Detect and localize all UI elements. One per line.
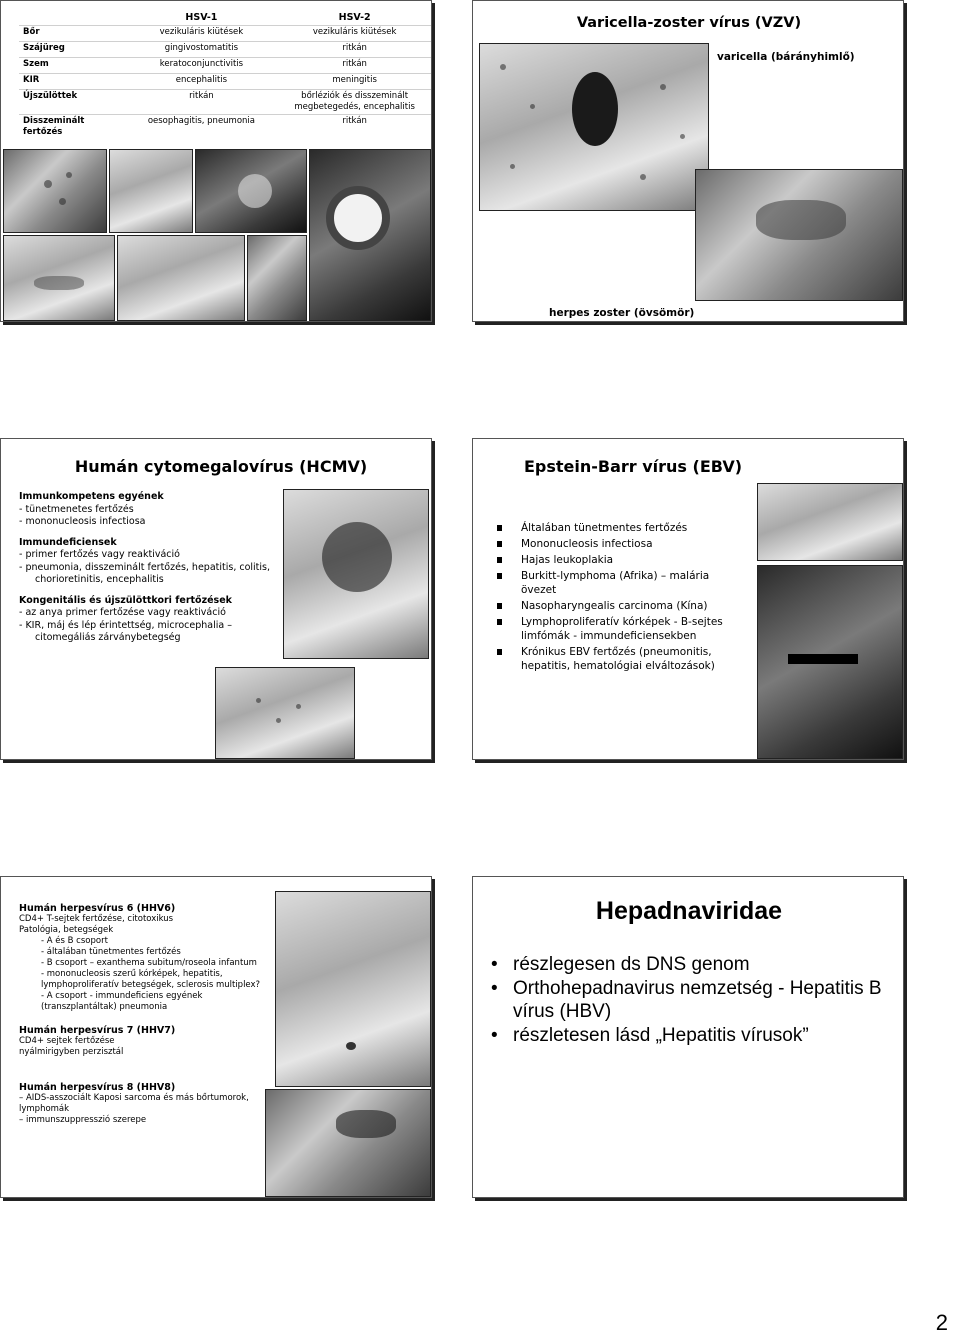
hhv6-line: CD4+ T-sejtek fertőzése, citotoxikus — [19, 914, 174, 924]
section-heading: Kongenitális és újszülöttkori fertőzések — [19, 594, 232, 606]
list-item: Lymphoproliferatív kórképek - B-sejtes limfómák - immundeficiensekben — [497, 615, 747, 643]
cell-hsv2: ritkán — [342, 116, 367, 126]
hhv6-line: Patológia, betegségek — [19, 925, 114, 935]
slide-title: Hepadnaviridae — [595, 897, 783, 925]
cell-hsv2: bőrléziók és disszeminált megbetegedés, encephalitis — [294, 91, 415, 112]
ebv-list — [497, 521, 747, 675]
list-item: - pneumonia, disszeminált fertőzés, hepatitis, colitis, chorioretinitis, encephalitis — [19, 561, 271, 585]
table-header-hsv2: HSV-2 — [338, 12, 371, 23]
section-heading: Immundeficiensek — [19, 536, 117, 548]
clinical-photo-lips — [3, 235, 115, 321]
list-item: Hajas leukoplakia — [497, 553, 747, 567]
clinical-photo-tongue — [109, 149, 193, 233]
table-row — [19, 90, 431, 115]
slide-hsv — [0, 0, 432, 322]
slide-hhv — [0, 876, 432, 1198]
cell-hsv2: ritkán — [342, 43, 367, 53]
hhv6-line: - A csoport - immundeficiens egyének (transzplantáltak) pneumonia — [41, 991, 203, 1012]
list-item: • részletesen lásd „Hepatitis vírusok” — [487, 1024, 897, 1047]
slide-title: Humán cytomegalovírus (HCMV) — [74, 457, 368, 476]
row-label: Szem — [23, 59, 49, 69]
clinical-photo-genital-vesicles — [309, 149, 431, 321]
list-item: Krónikus EBV fertőzés (pneumonitis, hepatitis, hematológiai elváltozások) — [497, 645, 747, 673]
clinical-photo-throat — [283, 489, 429, 659]
hhv6-line: - A és B csoport — [41, 936, 108, 946]
page-number: 2 — [935, 1310, 948, 1335]
list-item: Nasopharyngealis carcinoma (Kína) — [497, 599, 747, 613]
list-item: - mononucleosis infectiosa — [19, 516, 146, 527]
slide-hepadnaviridae — [472, 876, 904, 1198]
section-heading: Immunkompetens egyének — [19, 491, 164, 502]
clinical-photo-kaposi-sarcoma — [265, 1089, 431, 1197]
hhv7-line: CD4+ sejtek fertőzése — [19, 1036, 115, 1046]
list-item: - az anya primer fertőzése vagy reaktiváció — [19, 607, 226, 618]
cell-hsv1: keratoconjunctivitis — [159, 59, 244, 69]
hhv6-line: - B csoport – exanthema subitum/roseola infantum — [41, 958, 257, 968]
slide-title: Varicella-zoster vírus (VZV) — [576, 15, 802, 31]
table-row — [19, 115, 431, 140]
hhv6-line: - általában tünetmentes fertőzés — [41, 947, 181, 957]
cell-hsv1: ritkán — [189, 91, 214, 101]
row-label: Újszülöttek — [23, 91, 78, 101]
slide-vzv — [472, 0, 904, 322]
caption-herpes-zoster: herpes zoster (övsömör) — [549, 307, 695, 319]
hhv8-line: – immunszuppresszió szerepe — [19, 1115, 147, 1125]
hepadna-list — [487, 953, 897, 1048]
row-label: KIR — [23, 75, 40, 85]
clinical-photo-skin-lesion — [3, 149, 107, 233]
clinical-photo-varicella-face — [479, 43, 709, 211]
row-label: Bőr — [23, 27, 40, 37]
row-label: Disszeminált fertőzés — [23, 116, 85, 137]
hhv8-heading: Humán herpesvírus 8 (HHV8) — [19, 1082, 176, 1093]
list-item: Általában tünetmentes fertőzés — [497, 521, 747, 535]
hsv-comparison-table — [19, 11, 431, 139]
table-row — [19, 26, 431, 42]
clinical-photo-hairy-leukoplakia — [757, 483, 903, 561]
clinical-photo-finger — [247, 235, 307, 321]
clinical-photo-eye — [195, 149, 307, 233]
clinical-photo-herpes-zoster — [695, 169, 903, 301]
cell-hsv2: meningitis — [332, 75, 377, 85]
hcmv-text — [19, 491, 289, 645]
hhv6-heading: Humán herpesvírus 6 (HHV6) — [19, 903, 176, 914]
hhv-text — [19, 903, 275, 1126]
cell-hsv1: oesophagitis, pneumonia — [147, 116, 255, 126]
table-row — [19, 42, 431, 58]
row-label: Szájüreg — [23, 43, 65, 53]
clinical-photo-burkitt-lymphoma — [757, 565, 903, 759]
clinical-photo-newborn — [215, 667, 355, 759]
cell-hsv2: vezikuláris kiütések — [312, 27, 397, 37]
list-item: - tünetmenetes fertőzés — [19, 503, 134, 515]
clinical-photo-hands — [117, 235, 245, 321]
slide-ebv — [472, 438, 904, 760]
list-item: Mononucleosis infectiosa — [497, 537, 747, 551]
hhv8-line: – AIDS-asszociált Kaposi sarcoma és más bőrtumorok, lymphomák — [19, 1093, 249, 1114]
caption-varicella: varicella (bárányhimlő) — [717, 51, 855, 63]
slide-hcmv — [0, 438, 432, 760]
list-item: Burkitt-lymphoma (Afrika) – malária övezet — [497, 569, 747, 597]
slide-title: Epstein-Barr vírus (EBV) — [523, 457, 743, 476]
clinical-photo-abdomen-rash — [275, 891, 431, 1087]
cell-hsv1: vezikuláris kiütések — [159, 27, 244, 37]
table-row — [19, 74, 431, 90]
list-item: • Orthohepadnavirus nemzetség - Hepatitis B vírus (HBV) — [487, 977, 897, 1023]
cell-hsv1: gingivostomatitis — [164, 43, 239, 53]
hhv7-line: nyálmirigyben perzisztál — [19, 1047, 124, 1057]
list-item: • részlegesen ds DNS genom — [487, 953, 897, 976]
cell-hsv2: ritkán — [342, 59, 367, 69]
table-header-hsv1: HSV-1 — [185, 12, 218, 23]
table-row — [19, 58, 431, 74]
hhv7-heading: Humán herpesvírus 7 (HHV7) — [19, 1025, 176, 1036]
hhv6-line: - mononucleosis szerű kórképek, hepatitis, lymphoproliferatív betegségek, sclerosis multiplex? — [41, 969, 261, 990]
list-item: - primer fertőzés vagy reaktiváció — [19, 549, 180, 560]
table-header-blank — [19, 11, 125, 26]
cell-hsv1: encephalitis — [175, 75, 228, 85]
list-item: - KIR, máj és lép érintettség, microcephalia – citomegáliás zárványbetegség — [19, 619, 232, 643]
